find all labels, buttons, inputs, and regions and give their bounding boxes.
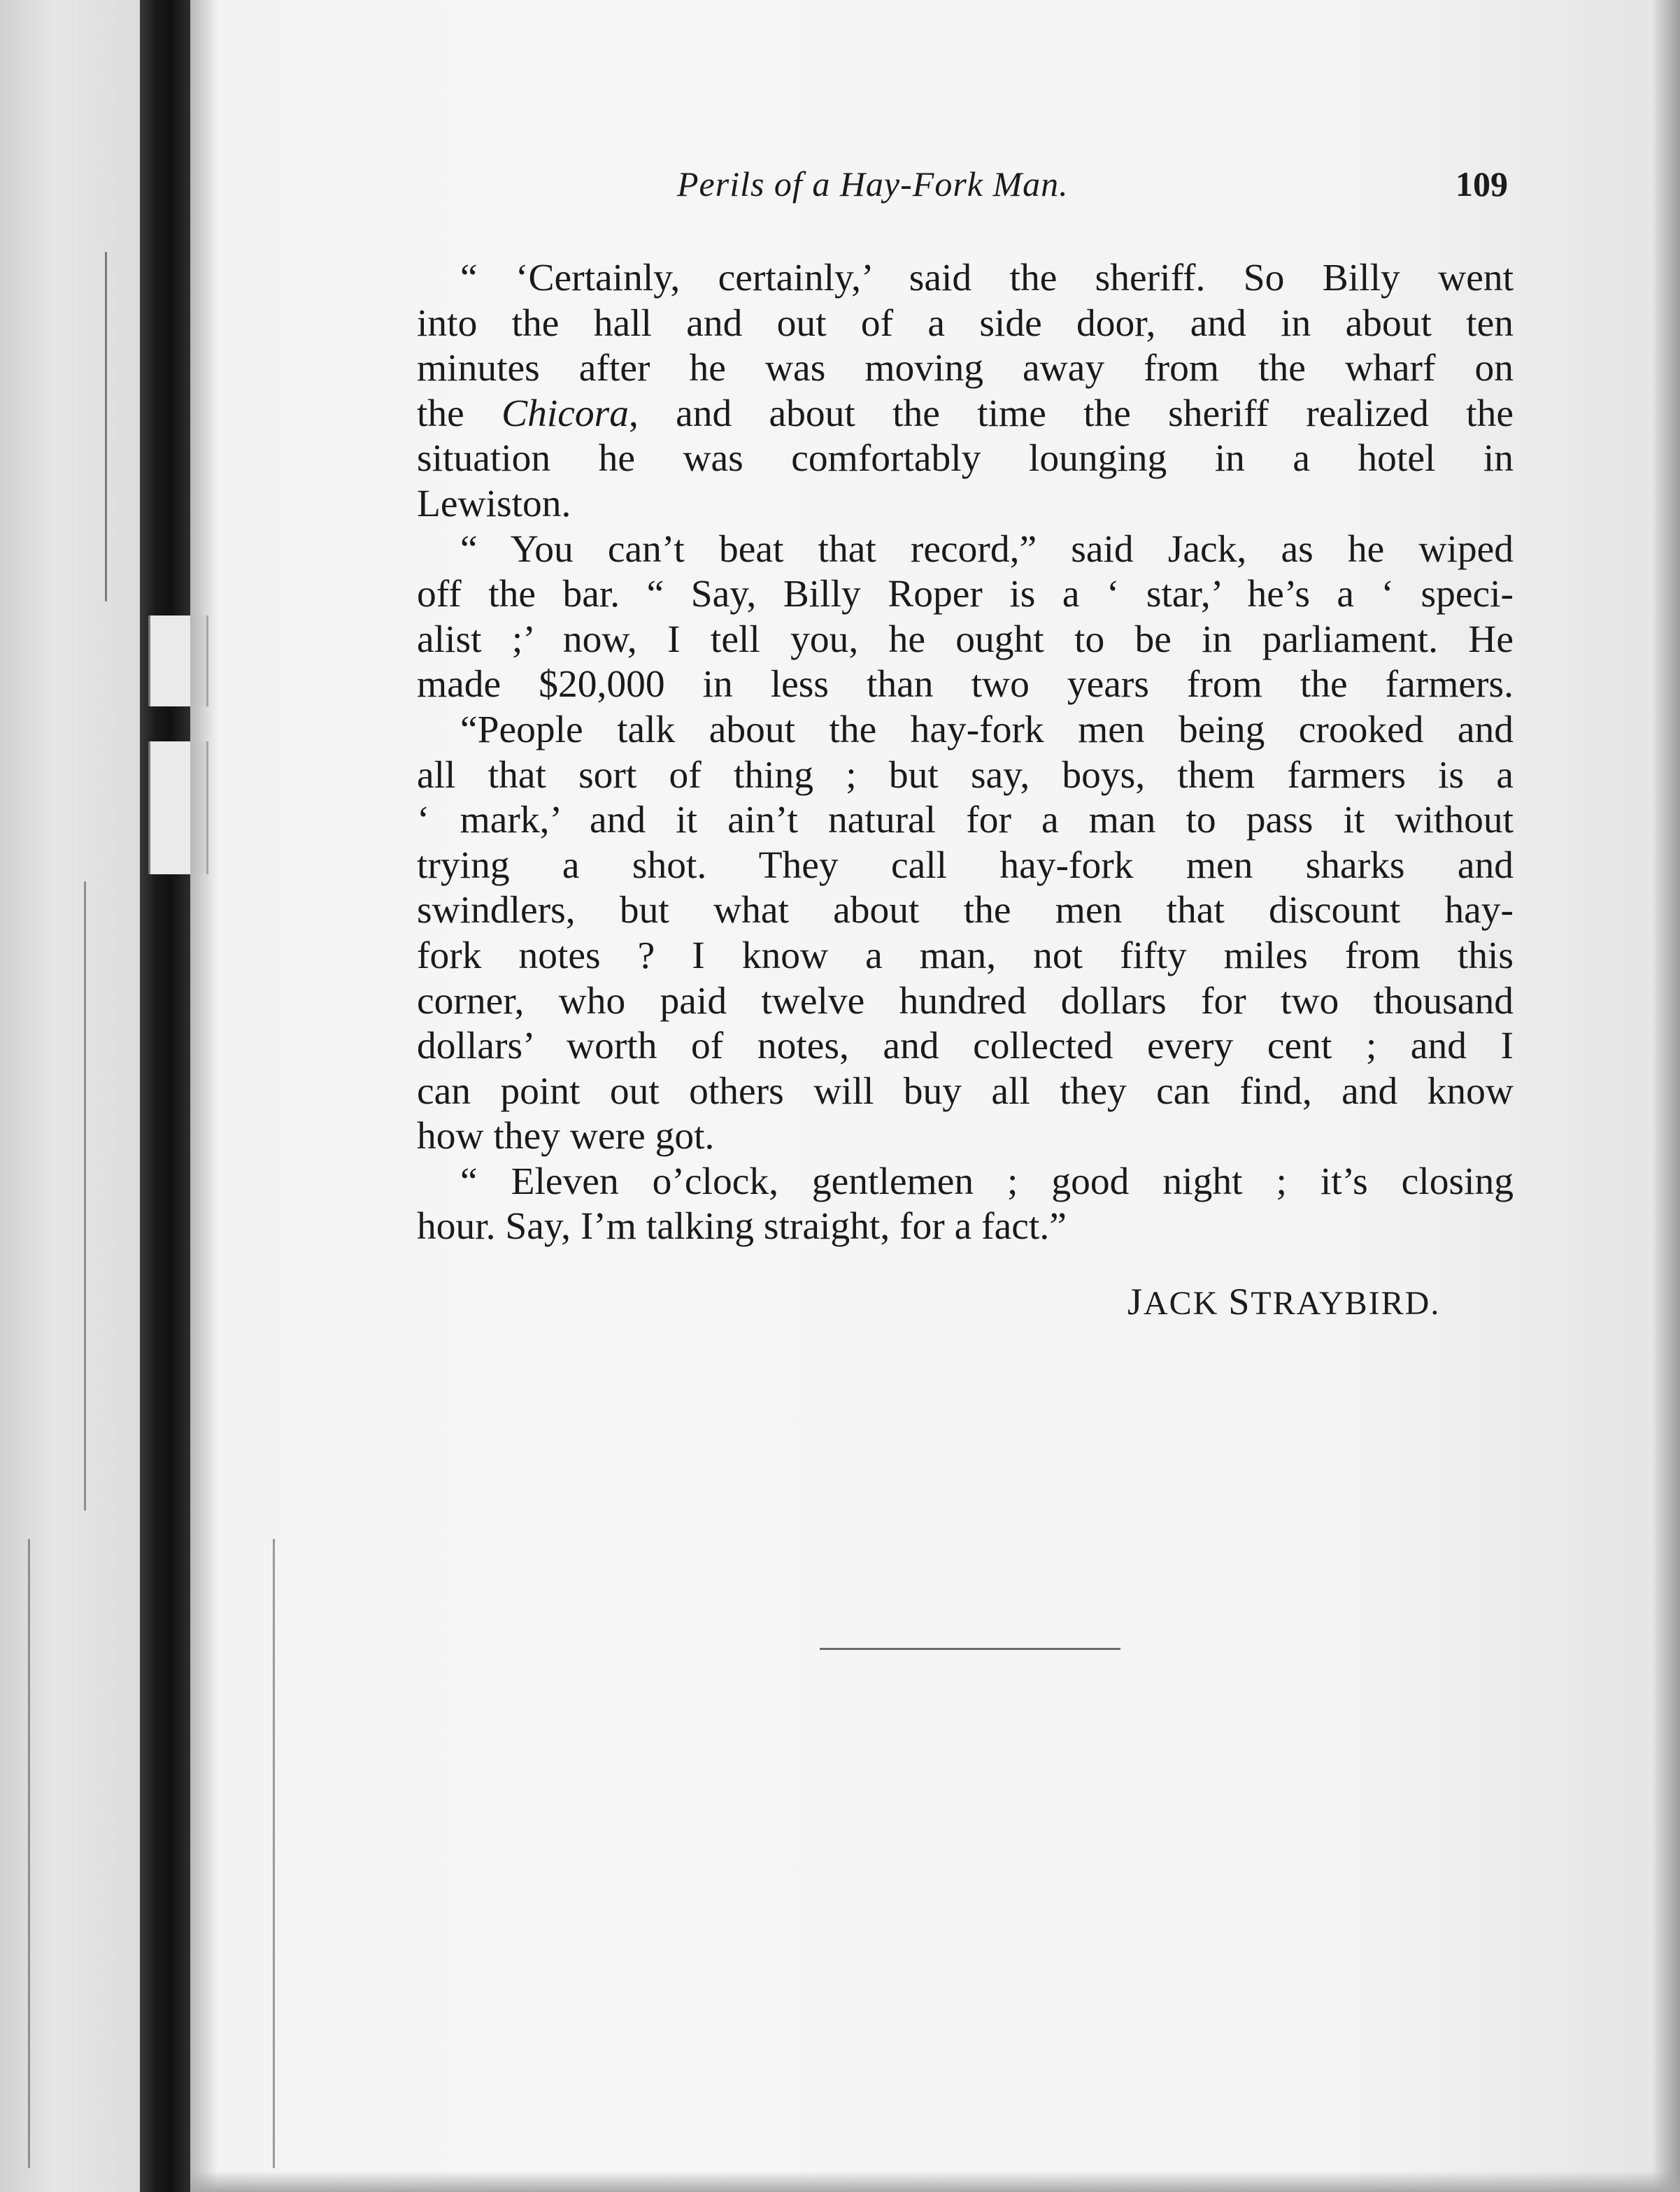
page-edge-bottom	[190, 2171, 1680, 2192]
running-title: Perils of a Hay-Fork Man.	[677, 164, 1069, 204]
text-line: how they were got.	[417, 1115, 715, 1158]
text-line: dollars’ worth of notes, and collected every cent ; and I	[417, 1025, 1514, 1068]
gutter-shadow	[190, 0, 218, 2192]
torn-edge-line	[105, 252, 107, 602]
torn-edge-line	[28, 1539, 30, 2168]
body-text	[417, 256, 1514, 1250]
text-line: “People talk about the hay-fork men being crooked and	[460, 708, 1514, 751]
text-line: corner, who paid twelve hundred dollars for two thousand	[417, 979, 1514, 1023]
book-spine	[140, 0, 190, 2192]
text-line-with-ship-name: the Chicora, and about the time the sheriff realized the	[417, 392, 1514, 435]
text-line: can point out others will buy all they can find, and know	[417, 1069, 1514, 1113]
text-line: alist ;’ now, I tell you, he ought to be in parliament. He	[417, 618, 1514, 661]
torn-edge-line	[84, 881, 86, 1511]
text-line: ‘ mark,’ and it ain’t natural for a man to pass it without	[417, 799, 1514, 842]
text-line: made $20,000 in less than two years from the farmers.	[417, 663, 1514, 706]
signature-smallcaps: ACK	[1144, 1285, 1219, 1322]
signature-initial: J	[1127, 1281, 1144, 1323]
text-line: fork notes ? I know a man, not fifty miles from this	[417, 934, 1514, 977]
text-line: “ Eleven o’clock, gentlemen ; good night ; it’s closing	[460, 1160, 1514, 1203]
text-line: “ ‘Certainly, certainly,’ said the sheriff. So Billy went	[460, 257, 1514, 299]
scan-left-margin	[0, 0, 140, 2192]
text-line: all that sort of thing ; but say, boys, them farmers is a	[417, 753, 1514, 797]
page-number: 109	[1455, 164, 1508, 204]
page-edge-right	[1652, 0, 1680, 2192]
signature-smallcaps: TRAYBIRD.	[1251, 1285, 1441, 1322]
torn-edge-line	[273, 1539, 275, 2168]
text-line: off the bar. “ Say, Billy Roper is a ‘ star,’ he’s a ‘ speci-	[417, 573, 1514, 616]
text-line: swindlers, but what about the men that discount hay-	[417, 889, 1514, 932]
text-line: situation he was comfortably lounging in a hotel in	[417, 437, 1514, 481]
page-header	[417, 164, 1514, 213]
section-end-rule	[820, 1648, 1120, 1650]
text-line: minutes after he was moving away from the wharf on	[417, 347, 1514, 390]
ship-name: Chicora	[501, 392, 629, 435]
author-signature	[1127, 1280, 1440, 1323]
text-line: “ You can’t beat that record,” said Jack, as he wiped	[460, 527, 1514, 571]
signature-initial: S	[1228, 1281, 1251, 1323]
text-line: trying a shot. They call hay-fork men sharks and	[417, 844, 1514, 887]
text-line: into the hall and out of a side door, and in about ten	[417, 301, 1514, 345]
text-line: hour. Say, I’m talking straight, for a fact.”	[417, 1205, 1067, 1248]
text-line: Lewiston.	[417, 482, 571, 525]
